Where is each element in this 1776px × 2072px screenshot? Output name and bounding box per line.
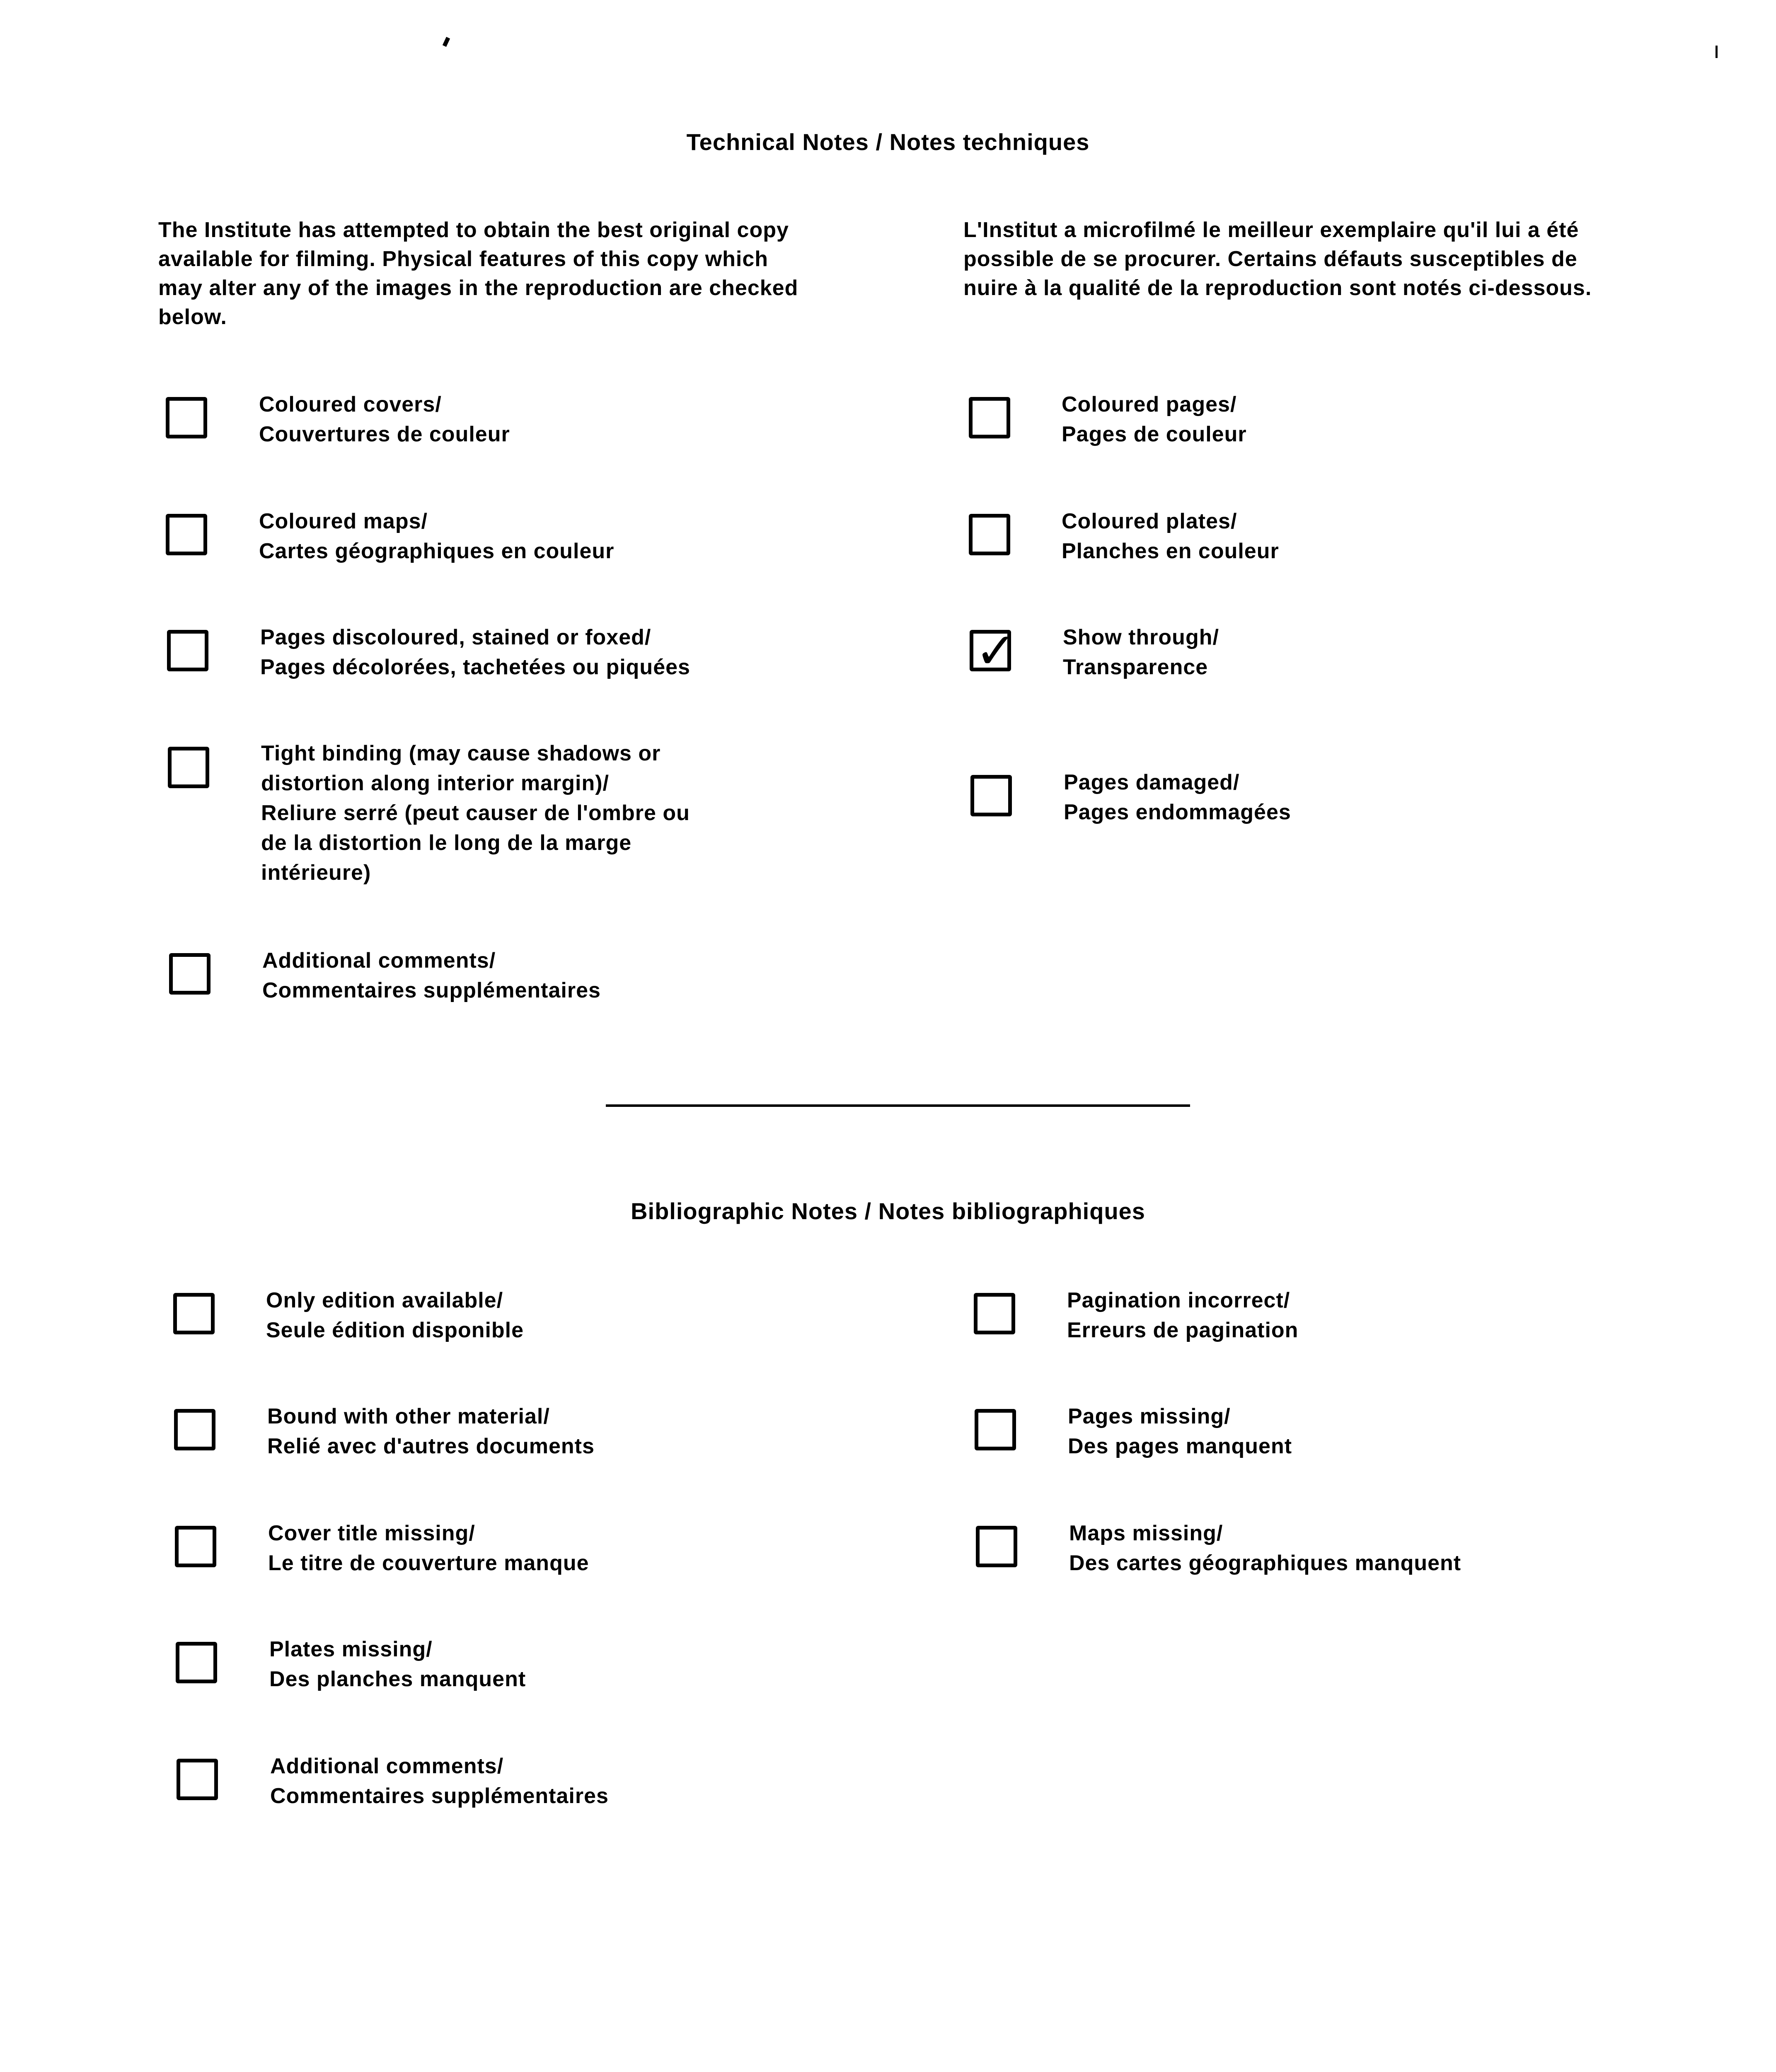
checkbox-pages-discoloured[interactable] (167, 630, 208, 671)
label-pagination-incorrect: Pagination incorrect/ Erreurs de pagination (1067, 1288, 1299, 1342)
bibliographic-notes-title: Bibliographic Notes / Notes bibliographiques (631, 1198, 1145, 1224)
checkbox-coloured-pages[interactable] (969, 397, 1010, 438)
label-show-through: Show through/ Transparence (1063, 625, 1219, 679)
checkbox-plates-missing[interactable] (176, 1642, 217, 1683)
checkbox-pagination-incorrect[interactable] (974, 1293, 1015, 1334)
section-divider (606, 1104, 1190, 1107)
label-pages-discoloured: Pages discoloured, stained or foxed/ Pages décolorées, tachetées ou piquées (260, 625, 690, 679)
label-additional-comments-technical: Additional comments/ Commentaires supplémentaires (262, 949, 601, 1002)
label-pages-damaged: Pages damaged/ Pages endommagées (1064, 770, 1291, 824)
label-tight-binding: Tight binding (may cause shadows or distortion along interior margin)/ Reliure serré (peut causer de l'ombre ou de la distortion le long de la marge intérieure) (261, 741, 690, 885)
label-plates-missing: Plates missing/ Des planches manquent (269, 1637, 526, 1691)
checkbox-additional-comments-technical[interactable] (169, 953, 211, 995)
label-coloured-covers: Coloured covers/ Couvertures de couleur (259, 392, 510, 446)
label-coloured-maps: Coloured maps/ Cartes géographiques en couleur (259, 509, 615, 563)
checkbox-pages-missing[interactable] (975, 1409, 1016, 1450)
label-only-edition: Only edition available/ Seule édition disponible (266, 1288, 524, 1342)
scan-speck (1716, 46, 1718, 58)
label-coloured-plates: Coloured plates/ Planches en couleur (1062, 509, 1279, 563)
checkmark-icon: ✓ (975, 623, 1017, 679)
checkbox-coloured-maps[interactable] (166, 514, 207, 555)
checkbox-coloured-covers[interactable] (166, 397, 207, 438)
label-coloured-pages: Coloured pages/ Pages de couleur (1062, 392, 1247, 446)
checkbox-cover-title-missing[interactable] (175, 1526, 216, 1567)
label-cover-title-missing: Cover title missing/ Le titre de couverture manque (268, 1521, 589, 1575)
label-maps-missing: Maps missing/ Des cartes géographiques manquent (1069, 1521, 1461, 1575)
technical-intro-english: The Institute has attempted to obtain the best original copy available for filming. Physical features of this copy which may alter any of the images in the reproduction are checked below. (158, 218, 798, 329)
checkbox-additional-comments-bibliographic[interactable] (177, 1759, 218, 1800)
label-pages-missing: Pages missing/ Des pages manquent (1068, 1404, 1292, 1458)
checkbox-tight-binding[interactable] (168, 747, 209, 788)
checkbox-bound-with-other[interactable] (174, 1409, 215, 1450)
checkbox-only-edition[interactable] (173, 1293, 215, 1334)
checkbox-coloured-plates[interactable] (969, 514, 1010, 555)
checkbox-pages-damaged[interactable] (970, 775, 1012, 816)
checkbox-show-through[interactable] (970, 623, 1017, 679)
technical-notes-title: Technical Notes / Notes techniques (686, 129, 1090, 155)
label-bound-with-other: Bound with other material/ Relié avec d'autres documents (267, 1404, 595, 1458)
technical-intro-french: L'Institut a microfilmé le meilleur exemplaire qu'il lui a été possible de se procurer. Certains défauts susceptibles de nuire à la qualité de la reproduction sont notés ci-dessous. (963, 218, 1592, 300)
label-additional-comments-bibliographic: Additional comments/ Commentaires supplémentaires (270, 1754, 609, 1808)
scan-speck (443, 37, 450, 47)
checkbox-maps-missing[interactable] (976, 1526, 1017, 1567)
